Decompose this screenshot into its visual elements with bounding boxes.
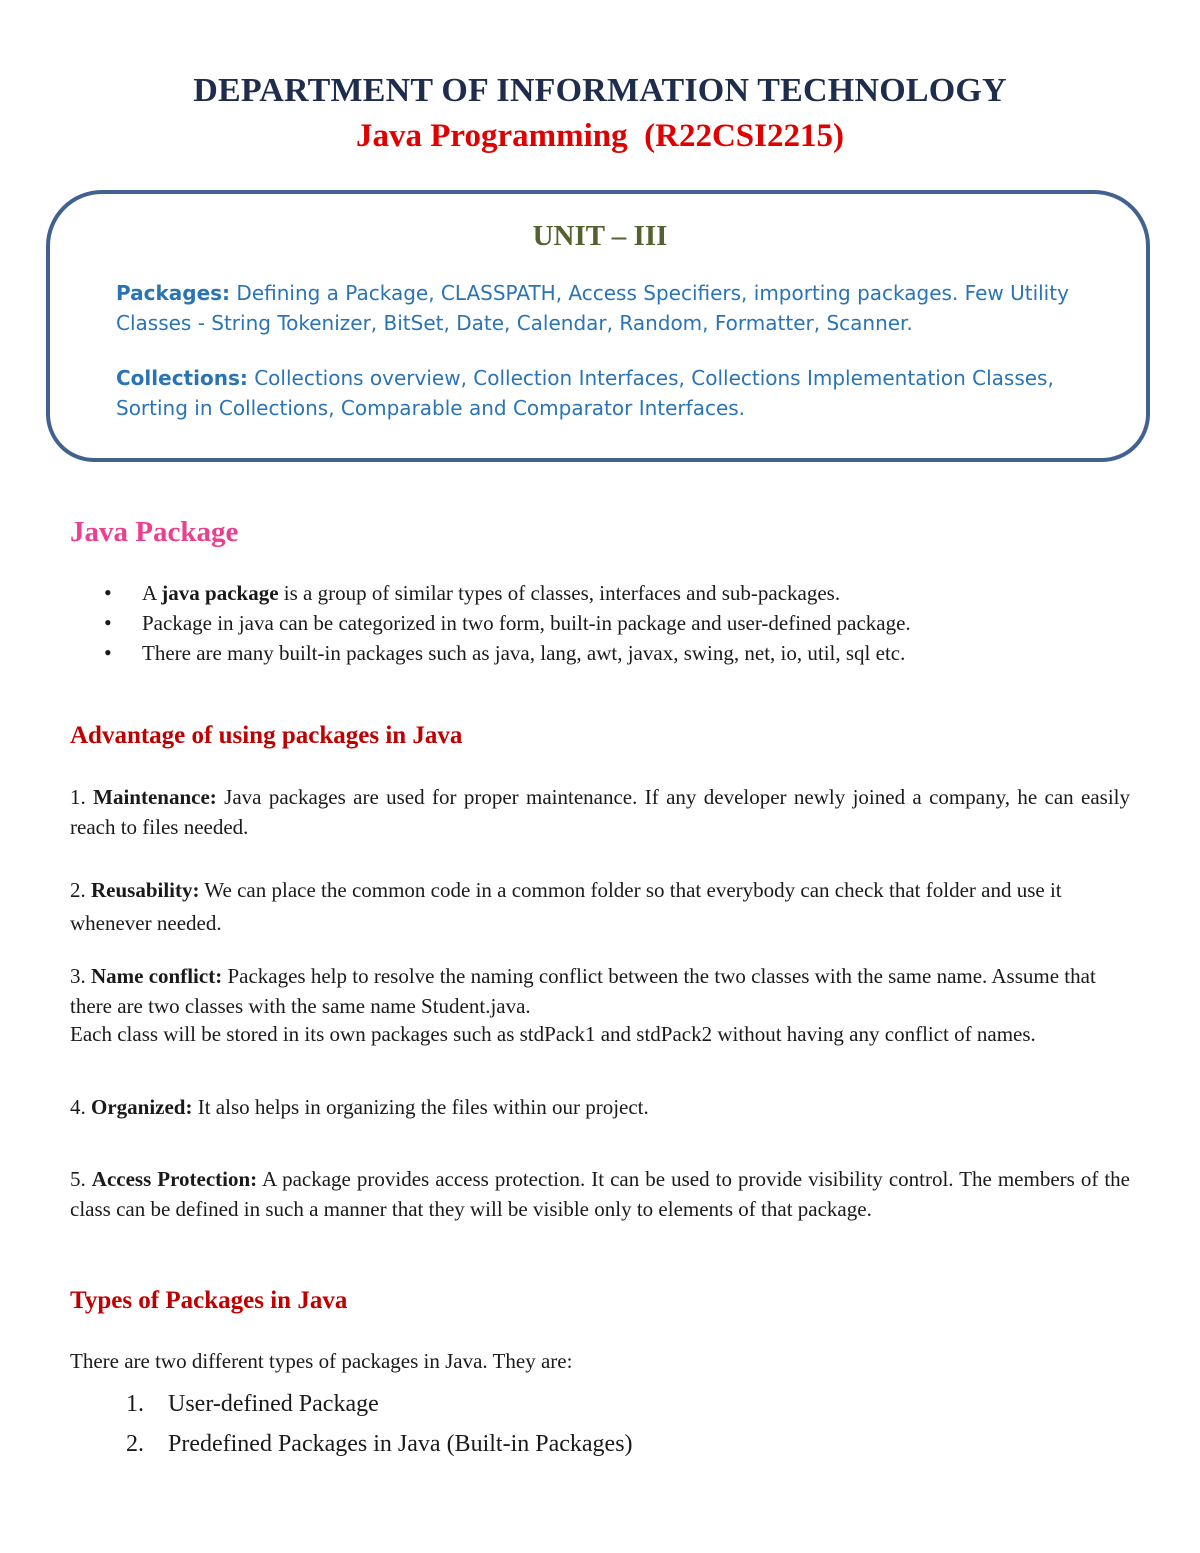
item-number: 1. [70, 785, 94, 809]
advantage-item-1 [70, 782, 1130, 842]
bullet-item [104, 578, 1164, 608]
item-label: Reusability: [91, 878, 200, 902]
item-text: It also helps in organizing the files within our project. [192, 1095, 649, 1119]
advantage-item-3 [70, 961, 1130, 1021]
item-number: 4. [70, 1095, 91, 1119]
unit-collections-paragraph [116, 363, 1106, 423]
advantage-item-4 [70, 1092, 1130, 1122]
java-package-heading: Java Package [70, 516, 239, 548]
department-title: DEPARTMENT OF INFORMATION TECHNOLOGY [193, 72, 1007, 109]
types-heading: Types of Packages in Java [70, 1287, 348, 1314]
list-number: 1. [126, 1391, 144, 1417]
bullet1-post: is a group of similar types of classes, interfaces and sub-packages. [278, 581, 841, 605]
advantages-heading: Advantage of using packages in Java [70, 722, 463, 749]
types-intro: There are two different types of packages in Java. They are: [70, 1349, 573, 1373]
item-text: We can place the common code in a common folder so that everybody can check that folder and use it whenever needed. [70, 878, 1062, 935]
item-number: 2. [70, 878, 91, 902]
unit-title: UNIT – III [532, 220, 668, 252]
item-text: Packages help to resolve the naming conflict between the two classes with the same name. Assume that there are two classes with the same name Student.java. [70, 964, 1096, 1018]
packages-text: Defining a Package, CLASSPATH, Access Specifiers, importing packages. Few Utility Classes - String Tokenizer, BitSet, Date, Calendar, Random, Formatter, Scanner. [116, 281, 1069, 335]
list-item [126, 1426, 633, 1462]
bullet1-pre: A [142, 581, 162, 605]
advantage-item-5 [70, 1164, 1130, 1224]
course-title: Java Programming (R22CSI2215) [356, 118, 844, 154]
item-number: 3. [70, 964, 91, 988]
advantage-item-2 [70, 874, 1130, 940]
list-label: User-defined Package [168, 1391, 379, 1417]
packages-label: Packages: [116, 281, 231, 305]
item-number: 5. [70, 1167, 92, 1191]
item-text: Java packages are used for proper maintenance. If any developer newly joined a company, he can easily reach to files needed. [70, 785, 1131, 839]
bullet1-bold: java package [161, 581, 279, 605]
item-label: Organized: [91, 1095, 193, 1119]
item-label: Name conflict: [91, 964, 223, 988]
list-label: Predefined Packages in Java (Built-in Packages) [168, 1431, 633, 1457]
types-list [126, 1386, 633, 1462]
collections-text: Collections overview, Collection Interfaces, Collections Implementation Classes, Sorting in Collections, Comparable and Comparator Interfaces. [116, 366, 1054, 420]
bullet-item: • There are many built-in packages such as java, lang, awt, javax, swing, net, io, util, sql etc. [104, 638, 1164, 668]
item-text: A package provides access protection. It can be used to provide visibility control. The members of the class can be defined in such a manner that they will be visible only to elements of that package. [70, 1167, 1131, 1221]
bullet-item: • Package in java can be categorized in two form, built-in package and user-defined package. [104, 608, 1164, 638]
unit-packages-paragraph [116, 278, 1106, 338]
java-package-bullets [104, 578, 1164, 668]
collections-label: Collections: [116, 366, 248, 390]
item-label: Access Protection: [91, 1167, 258, 1191]
advantage-item-3-extra: Each class will be stored in its own packages such as stdPack1 and stdPack2 without having any conflict of names. [70, 1022, 1036, 1046]
list-number: 2. [126, 1431, 144, 1457]
list-item [126, 1386, 633, 1422]
item-label: Maintenance: [93, 785, 217, 809]
